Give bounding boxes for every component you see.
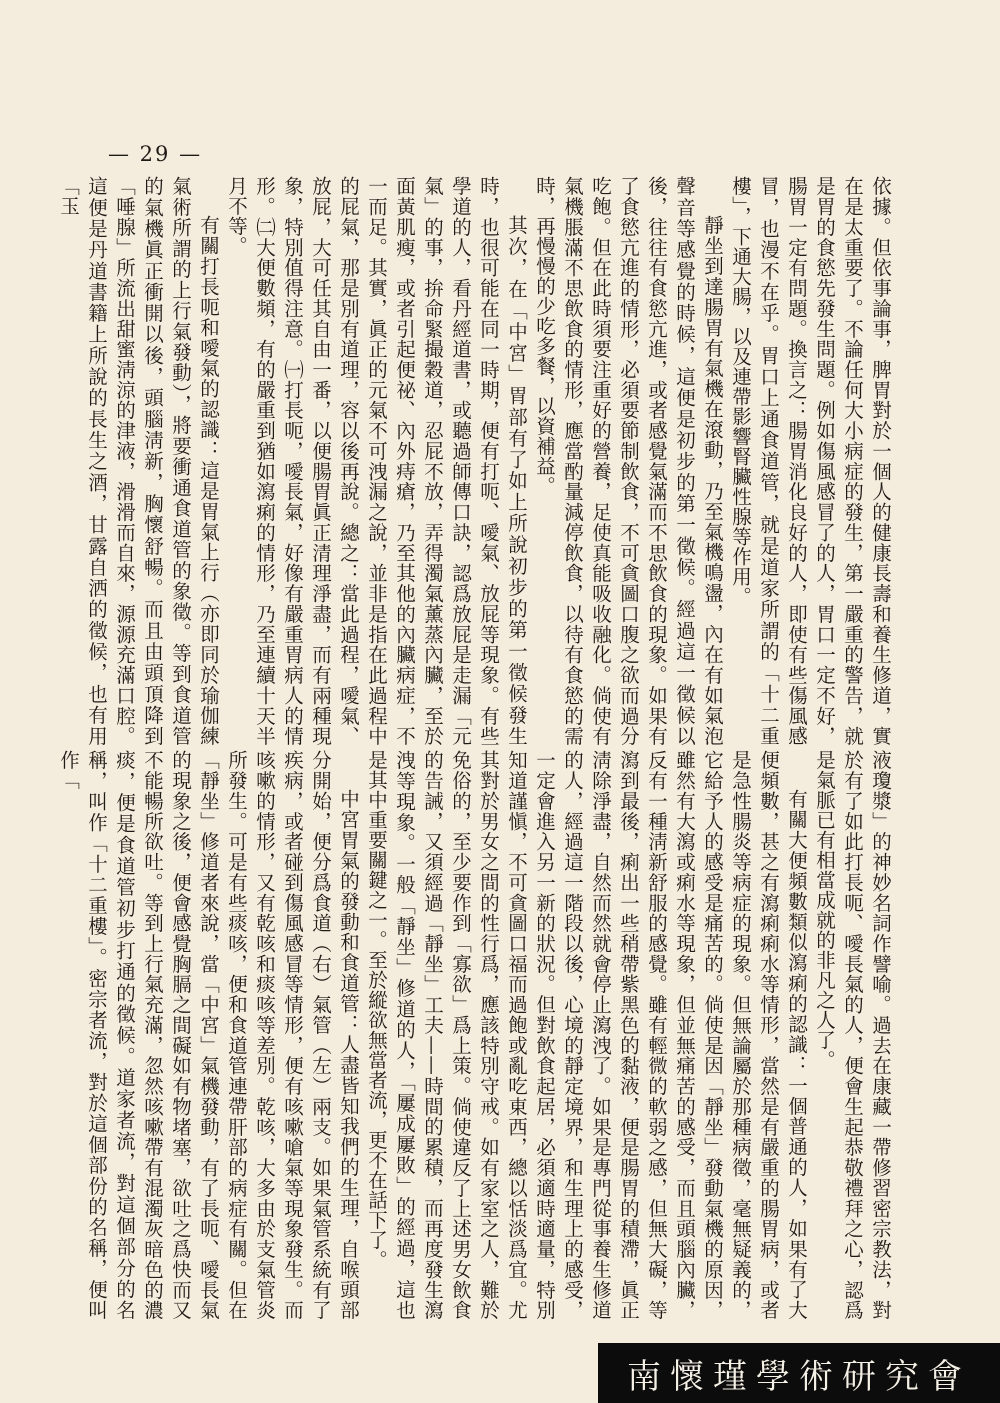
paragraph: 液瓊漿」的神妙名詞作譬喻。過去在康藏一帶修習密宗教法，對於有了如此打長呃、噯長氣的人，便會生起恭敬禮拜之心，認爲是氣脈已有相當成就的非凡之人了。 [813, 750, 892, 1320]
page-number: — 29 — [108, 142, 203, 166]
paragraph: 中宮胃氣的發動和食道管：人盡皆知我們的生理，自喉頭部分開始，便分爲食道（右）氣管（左）兩支。如果氣管系統有了疾病，或者碰到傷風感冒等情形，便有咳嗽嗆氣等現象發生。而咳嗽的情形，又有乾咳和痰咳等差別。乾咳，大多由於支氣管炎所發生。可是有些痰咳，便和食道管連帶肝部的病症有關。但在「靜坐」修道者來說，當「中宮」氣機發動，有了長呃、噯長氣的現象之後，便會感覺胸膈之間礙如有物堵塞，欲吐之爲快而又不能暢所欲吐。等到上行氣充滿，忽然咳嗽帶有混濁灰暗色的濃痰，便是食道管初步打通的徵候。道家者流，對這個部分的名稱，叫作「十二重樓」。密宗者流，對於這個部份的名稱，便叫作「 [57, 750, 360, 1320]
paragraph: 其次，在「中宮」胃部有了如上所說初步的第一徵候發生時，也很可能在同一時期，便有打呃、噯氣、放屁等現象。有些學道的人，看丹經道書，或聽過師傳口訣，認爲放屁是走漏「元氣」的事，拚命緊撮穀道，忍屁不放，弄得濁氣薰蒸內臟，至於面黃肌瘦，或者引起便祕、內外痔瘡，乃至其他的內臟病症，不一而足。其實，眞正的元氣不可洩漏之說，並非是指在此過程中的屁氣，那是別有道理，容以後再說。總之：當此過程，噯氣、放屁，大可任其自由一番，以便腸胃眞正清理淨盡，而有兩種現象，特別值得注意。㈠打長呃，噯長氣，好像有嚴重胃病人的情形。㈡大便數頻，有的嚴重到猶如瀉痢的情形，乃至連續十天半月不等。 [225, 176, 528, 746]
publisher-banner: 南懷瑾學術研究會 [598, 1343, 1000, 1403]
lower-text-block [57, 750, 894, 1320]
paragraph: 有關大便頻數類似瀉痢的認識：一個普通的人，如果有了大便頻數，甚之有瀉痢痢水等情形，當然是有嚴重的腸胃病，或者是急性腸炎等病症的現象。但無論屬於那種病徵，毫無疑義的，它給予人的感受是痛苦的。倘使是因「靜坐」發動氣機的原因，雖然有大瀉或痢水等現象，但並無痛苦的感受，而且頭腦內臟，反有一種淸新舒服的感覺。雖有輕微的軟弱之感，但無大礙，等瀉到最後，痢出一些稍帶紫黑色的黏液，便是腸胃的積滯，眞正淸除淨盡，自然而然就會停止瀉洩了。如果是專門從事養生修道的人，經過這一階段以後，心境的靜定境界，和生理上的感受，一定會進入另一新的狀況。但對飲食起居，必須適時適量，特別知道謹愼，不可貪圖口福而過飽或亂吃東西，總以恬淡爲宜。尤其對於男女之間的性行爲，應該特別守戒。如有家室之人，難於免俗的，至少要作到「寡欲」爲上策。倘使違反了上述男女飲食的告誡，又須經過「靜坐」工夫——時間的累積，而再度發生瀉洩等現象。一般「靜坐」修道的人，「屢成屢敗」的經過，這也是其中重要關鍵之一。至於縱欲無當者流，更不在話下了。 [365, 750, 808, 1320]
paragraph: 有關打長呃和噯氣的認識：這是胃氣上行（亦即同於瑜伽練氣術所謂的上行氣發動），將要衝通食道管的象徵。等到食道管的氣機眞正衝開以後，頭腦淸新，胸懷舒暢。而且由頭頂降到「唾腺」所流出甜蜜淸涼的津液，滑滑而自來，源源充滿口腔。這便是丹道書籍上所說的長生之酒，甘露自洒的徵候，也有用「玉 [57, 176, 220, 746]
paragraph: 依據。但依事論事，脾胃對於一個人的健康長壽和養生修道，實在是太重要了。不論任何大小病症的發生，第一嚴重的警告，就是胃的食慾先發生問題。例如傷風感冒了的人，胃口一定不好，腸胃一定有問題。換言之：腸胃消化良好的人，即使有些傷風感冒，也漫不在乎。胃口上通食道管，就是道家所謂的「十二重樓」，下通大腸，以及連帶影響腎臟性腺等作用。 [729, 176, 892, 746]
paragraph: 靜坐到達腸胃有氣機在滾動，乃至氣機鳴盪，內在有如氣泡聲音等感覺的時候，這便是初步的第一徵候。經過這一徵候以後，往往有食慾亢進，或者感覺氣滿而不思飲食的現象。如果有了食慾亢進的情形，必須要節制飲食，不可貪圖口腹之欲而過分吃飽。但在此時須要注重好的營養，足使真能吸收融化。倘使有氣機脹滿不思飲食的情形，應當酌量減停飲食，以待有食慾的需時，再慢慢的少吃多餐，以資補益。 [533, 176, 724, 746]
upper-text-block [57, 176, 894, 746]
